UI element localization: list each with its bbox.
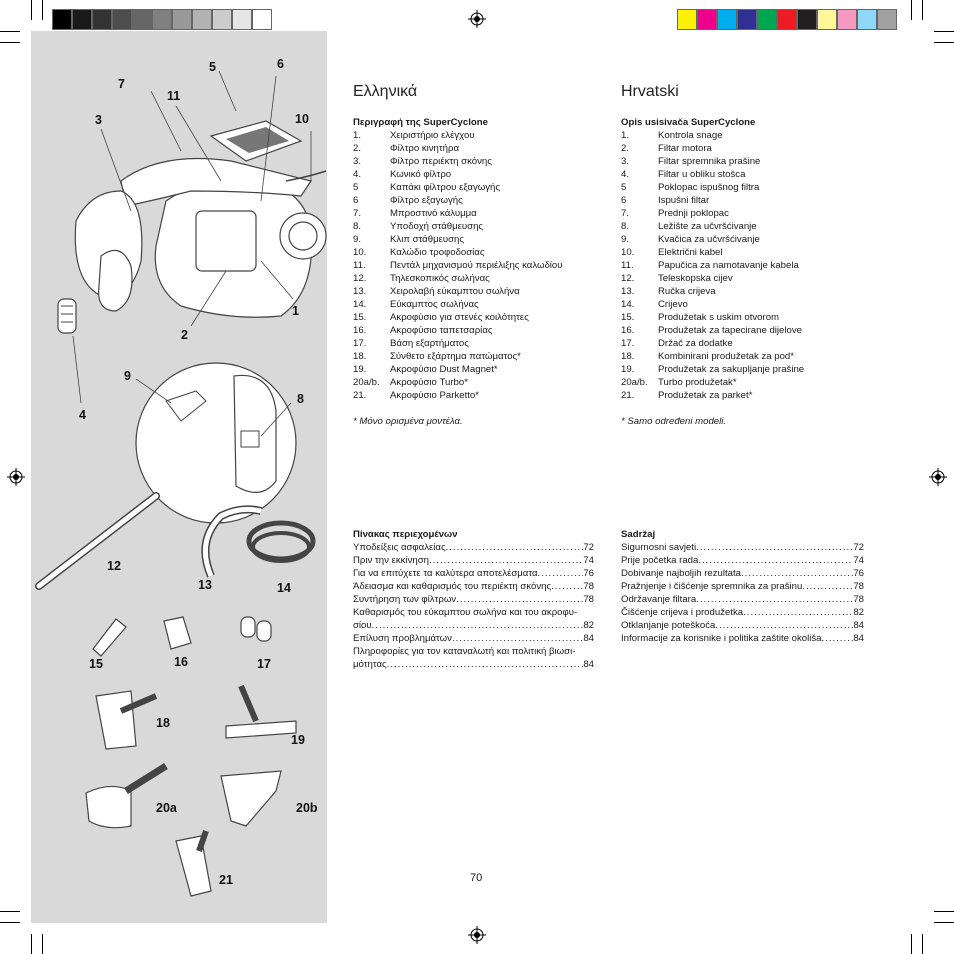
- figure-number: 1: [292, 304, 299, 318]
- color-swatch: [677, 9, 697, 30]
- greek-parts-list: [353, 129, 603, 402]
- list-item: [621, 181, 871, 194]
- toc-page-number: 76: [853, 568, 864, 579]
- greek-table-of-contents: [353, 528, 594, 671]
- toc-label: μότητας: [353, 659, 387, 670]
- list-item: [621, 376, 871, 389]
- greek-heading: Ελληνικά: [353, 83, 418, 100]
- toc-entry: [353, 658, 594, 671]
- toc-leader-dots: [551, 580, 583, 593]
- toc-page-number: 84: [583, 633, 594, 644]
- figure-number: 17: [257, 657, 271, 671]
- list-item: [353, 194, 603, 207]
- item-number: 7.: [621, 208, 630, 219]
- item-number: 10.: [353, 247, 367, 258]
- figure-number: 5: [209, 60, 216, 74]
- toc-page-number: 76: [583, 568, 594, 579]
- list-item: [353, 311, 603, 324]
- greek-parts-section: [353, 82, 603, 428]
- item-label: Χειρολαβή εύκαμπτου σωλήνα: [390, 286, 520, 297]
- toc-leader-dots: [743, 606, 853, 619]
- list-item: [621, 298, 871, 311]
- item-number: 8.: [353, 221, 362, 232]
- list-item: [621, 220, 871, 233]
- list-item: [353, 363, 603, 376]
- item-label: Χειριστήριο ελέγχου: [390, 130, 475, 141]
- item-number: 13.: [353, 286, 367, 297]
- toc-page-number: 78: [583, 594, 594, 605]
- item-number: 5: [621, 182, 627, 193]
- list-item: [353, 246, 603, 259]
- toc-entry: [621, 619, 864, 632]
- item-label: Turbo produžetak*: [658, 377, 737, 388]
- color-swatch: [757, 9, 777, 30]
- list-item: [621, 194, 871, 207]
- list-item: [353, 220, 603, 233]
- item-number: 19.: [621, 364, 635, 375]
- list-item: [621, 259, 871, 272]
- croatian-parts-subtitle: Opis usisivača SuperCyclone: [621, 117, 756, 128]
- item-label: Ακροφύσιο Dust Magnet*: [390, 364, 498, 375]
- registration-mark-icon: [468, 10, 486, 28]
- item-label: Βάση εξαρτήματος: [390, 338, 469, 349]
- item-number: 2.: [353, 143, 362, 154]
- list-item: [621, 389, 871, 402]
- item-label: Φίλτρο περιέκτη σκόνης: [390, 156, 492, 167]
- figure-number: 11: [167, 89, 181, 103]
- grayscale-color-bar: [52, 9, 272, 30]
- list-item: [353, 142, 603, 155]
- vacuum-parts-illustration: [31, 31, 327, 923]
- figure-number: 16: [174, 655, 188, 669]
- item-label: Ležište za učvršćivanje: [658, 221, 757, 232]
- color-swatch: [192, 9, 212, 30]
- toc-label: Άδειασμα και καθαρισμός του περιέκτη σκόνης: [353, 581, 552, 592]
- item-label: Filtar u obliku stošca: [658, 169, 746, 180]
- croatian-parts-list: [621, 129, 871, 402]
- toc-label: σίου: [353, 620, 372, 631]
- list-item: [621, 129, 871, 142]
- color-swatch: [737, 9, 757, 30]
- toc-leader-dots: [741, 567, 853, 580]
- item-number: 5: [353, 182, 359, 193]
- item-label: Teleskopska cijev: [658, 273, 733, 284]
- item-number: 11.: [621, 260, 634, 271]
- list-item: [353, 129, 603, 142]
- item-number: 14.: [621, 299, 635, 310]
- toc-entry: [353, 632, 594, 645]
- list-item: [353, 272, 603, 285]
- item-label: Produžetak za parket*: [658, 390, 753, 401]
- croatian-table-of-contents: [621, 528, 864, 645]
- toc-label: Sigurnosni savjeti: [621, 542, 697, 553]
- toc-label: Υποδείξεις ασφαλείας: [353, 542, 446, 553]
- toc-entry: [353, 580, 594, 593]
- toc-label: Otklanjanje poteškoća: [621, 620, 716, 631]
- figure-number: 6: [277, 57, 284, 71]
- color-swatch: [697, 9, 717, 30]
- color-swatch: [837, 9, 857, 30]
- croatian-footnote: * Samo određeni modeli.: [621, 416, 727, 427]
- item-number: 21.: [353, 390, 367, 401]
- item-number: 6: [621, 195, 627, 206]
- toc-leader-dots: [696, 593, 853, 606]
- figure-number: 4: [79, 408, 86, 422]
- color-swatch: [92, 9, 112, 30]
- toc-label: Επίλυση προβλημάτων: [353, 633, 452, 644]
- page-number: 70: [470, 872, 483, 884]
- item-number: 16.: [353, 325, 367, 336]
- list-item: [621, 337, 871, 350]
- toc-entry: [621, 632, 864, 645]
- list-item: [353, 337, 603, 350]
- list-item: [353, 298, 603, 311]
- toc-entry: [621, 554, 864, 567]
- item-label: Poklopac ispušnog filtra: [658, 182, 760, 193]
- toc-leader-dots: [538, 567, 584, 580]
- toc-label: Informacije za korisnike i politika zaštite okoliša: [621, 633, 822, 644]
- registration-mark-icon: [468, 926, 486, 944]
- figure-number: 8: [297, 392, 304, 406]
- item-number: 4.: [353, 169, 362, 180]
- item-number: 11.: [353, 260, 366, 271]
- list-item: [353, 155, 603, 168]
- list-item: [621, 311, 871, 324]
- greek-toc-title: Πίνακας περιεχομένων: [353, 529, 458, 540]
- list-item: [621, 272, 871, 285]
- item-label: Εύκαμπτος σωλήνας: [390, 299, 479, 310]
- color-swatch: [112, 9, 132, 30]
- toc-label: Πληροφορίες για τον καταναλωτή και πολιτική βιωσι-: [353, 646, 576, 657]
- toc-label: Pražnjenje i čišćenje spremnika za prašinu: [621, 581, 803, 592]
- list-item: [621, 233, 871, 246]
- item-label: Κλιπ στάθμευσης: [390, 234, 465, 245]
- registration-mark-icon: [929, 468, 947, 486]
- item-number: 21.: [621, 390, 635, 401]
- item-number: 17.: [621, 338, 635, 349]
- item-number: 18.: [353, 351, 367, 362]
- toc-page-number: 72: [583, 542, 594, 553]
- item-number: 12.: [621, 273, 635, 284]
- toc-entry: [621, 541, 864, 554]
- item-label: Ακροφύσιο για στενές κοιλότητες: [390, 312, 529, 323]
- item-label: Produžetak za tapecirane dijelove: [658, 325, 802, 336]
- toc-entry: [621, 593, 864, 606]
- item-label: Prednji poklopac: [658, 208, 729, 219]
- greek-parts-subtitle: Περιγραφή της SuperCyclone: [353, 117, 488, 128]
- item-number: 2.: [621, 143, 630, 154]
- color-swatch: [877, 9, 897, 30]
- list-item: [353, 285, 603, 298]
- toc-leader-dots: [372, 619, 584, 632]
- toc-label: Dobivanje najboljih rezultata: [621, 568, 741, 579]
- figure-number: 21: [219, 873, 233, 887]
- toc-entry: [353, 567, 594, 580]
- list-item: [621, 350, 871, 363]
- figure-number: 10: [295, 112, 309, 126]
- item-number: 10.: [621, 247, 635, 258]
- item-label: Ακροφύσιο ταπετσαρίας: [390, 325, 493, 336]
- toc-leader-dots: [387, 658, 584, 671]
- toc-page-number: 84: [853, 620, 864, 631]
- color-swatch: [857, 9, 877, 30]
- list-item: [621, 168, 871, 181]
- list-item: [353, 324, 603, 337]
- item-number: 9.: [353, 234, 362, 245]
- list-item: [353, 233, 603, 246]
- toc-leader-dots: [822, 632, 854, 645]
- item-label: Produžetak za sakupljanje prašine: [658, 364, 805, 375]
- item-label: Držač za dodatke: [658, 338, 733, 349]
- greek-footnote: * Μόνο ορισμένα μοντέλα.: [353, 416, 463, 427]
- item-label: Σύνθετο εξάρτημα πατώματος*: [390, 351, 521, 362]
- item-label: Crijevo: [658, 299, 688, 310]
- list-item: [621, 142, 871, 155]
- registration-mark-icon: [7, 468, 25, 486]
- item-label: Filtar spremnika prašine: [658, 156, 761, 167]
- figure-number: 2: [181, 328, 188, 342]
- item-number: 18.: [621, 351, 635, 362]
- toc-entry: [353, 593, 594, 606]
- item-number: 20a/b.: [621, 377, 648, 388]
- item-label: Električni kabel: [658, 247, 723, 258]
- figure-number: 9: [124, 369, 131, 383]
- color-swatch: [72, 9, 92, 30]
- toc-page-number: 82: [583, 620, 594, 631]
- toc-page-number: 74: [853, 555, 864, 566]
- toc-entry: [353, 554, 594, 567]
- item-label: Τηλεσκοπικός σωλήνας: [390, 273, 490, 284]
- toc-entry: [621, 567, 864, 580]
- toc-leader-dots: [446, 541, 584, 554]
- list-item: [353, 168, 603, 181]
- toc-leader-dots: [429, 554, 583, 567]
- item-number: 3.: [621, 156, 630, 167]
- item-label: Ακροφύσιο Parketto*: [390, 390, 479, 401]
- figure-number: 18: [156, 716, 170, 730]
- toc-entry: [621, 606, 864, 619]
- item-label: Κωνικό φίλτρο: [390, 169, 452, 180]
- color-swatch: [797, 9, 817, 30]
- item-number: 9.: [621, 234, 630, 245]
- list-item: [353, 181, 603, 194]
- list-item: [621, 246, 871, 259]
- list-item: [353, 259, 603, 272]
- toc-leader-dots: [802, 580, 853, 593]
- figure-number: 20b: [296, 801, 318, 815]
- item-number: 1.: [621, 130, 630, 141]
- item-number: 1.: [353, 130, 362, 141]
- list-item: [621, 207, 871, 220]
- toc-entry: [353, 541, 594, 554]
- figure-number: 19: [291, 733, 305, 747]
- toc-page-number: 74: [583, 555, 594, 566]
- croatian-parts-section: [621, 82, 871, 428]
- color-swatch: [212, 9, 232, 30]
- list-item: [353, 207, 603, 220]
- toc-leader-dots: [456, 593, 583, 606]
- figure-number: 13: [198, 578, 212, 592]
- item-number: 17.: [353, 338, 367, 349]
- toc-page-number: 84: [583, 659, 594, 670]
- toc-leader-dots: [715, 619, 853, 632]
- color-swatch: [252, 9, 272, 30]
- figure-number: 7: [118, 77, 125, 91]
- toc-leader-dots: [698, 554, 853, 567]
- toc-page-number: 82: [853, 607, 864, 618]
- color-swatch: [717, 9, 737, 30]
- figure-number: 15: [89, 657, 103, 671]
- toc-page-number: 78: [583, 581, 594, 592]
- item-number: 14.: [353, 299, 367, 310]
- list-item: [353, 350, 603, 363]
- color-swatch: [232, 9, 252, 30]
- item-number: 19.: [353, 364, 367, 375]
- color-swatch: [817, 9, 837, 30]
- toc-page-number: 78: [853, 594, 864, 605]
- item-label: Καπάκι φίλτρου εξαγωγής: [390, 182, 500, 193]
- illustration-panel: [31, 31, 327, 923]
- color-swatch: [52, 9, 72, 30]
- color-swatch: [777, 9, 797, 30]
- toc-label: Održavanje filtara: [621, 594, 697, 605]
- toc-leader-dots: [452, 632, 583, 645]
- item-label: Kontrola snage: [658, 130, 723, 141]
- list-item: [621, 363, 871, 376]
- toc-label: Καθαρισμός του εύκαμπτου σωλήνα και του ακροφυ-: [353, 607, 578, 618]
- item-number: 4.: [621, 169, 630, 180]
- item-label: Καλώδιο τροφοδοσίας: [390, 247, 485, 258]
- list-item: [353, 389, 603, 402]
- item-label: Φίλτρο εξαγωγής: [390, 195, 463, 206]
- item-label: Kvačica za učvršćivanje: [658, 234, 760, 245]
- toc-entry: [353, 645, 594, 658]
- toc-entry: [353, 619, 594, 632]
- color-swatch: [152, 9, 172, 30]
- item-number: 7.: [353, 208, 362, 219]
- toc-label: Čišćenje crijeva i produžetka: [621, 607, 744, 618]
- item-label: Ακροφύσιο Turbo*: [390, 377, 468, 388]
- item-number: 3.: [353, 156, 362, 167]
- list-item: [621, 285, 871, 298]
- croatian-toc-title: Sadržaj: [621, 529, 656, 540]
- toc-page-number: 84: [853, 633, 864, 644]
- list-item: [353, 376, 603, 389]
- item-label: Πεντάλ μηχανισμού περιέλιξης καλωδίου: [390, 260, 563, 271]
- item-number: 12.: [353, 273, 367, 284]
- figure-number: 20a: [156, 801, 177, 815]
- list-item: [621, 155, 871, 168]
- toc-entry: [353, 606, 594, 619]
- toc-label: Συντήρηση των φίλτρων: [353, 594, 457, 605]
- item-number: 6: [353, 195, 359, 206]
- item-label: Ispušni filtar: [658, 195, 710, 206]
- figure-number: 14: [277, 581, 291, 595]
- croatian-heading: Hrvatski: [621, 83, 679, 100]
- item-number: 15.: [621, 312, 635, 323]
- item-label: Φίλτρο κινητήρα: [390, 143, 460, 154]
- figure-number: 3: [95, 113, 102, 127]
- item-label: Ručka crijeva: [658, 286, 716, 297]
- process-color-bar: [677, 9, 897, 30]
- toc-page-number: 78: [853, 581, 864, 592]
- item-label: Produžetak s uskim otvorom: [658, 312, 780, 323]
- item-label: Papučica za namotavanje kabela: [658, 260, 799, 271]
- item-label: Kombinirani produžetak za pod*: [658, 351, 794, 362]
- item-number: 13.: [621, 286, 635, 297]
- item-number: 16.: [621, 325, 635, 336]
- item-number: 20a/b.: [353, 377, 380, 388]
- toc-entry: [621, 580, 864, 593]
- color-swatch: [132, 9, 152, 30]
- item-label: Filtar motora: [658, 143, 712, 154]
- item-number: 8.: [621, 221, 630, 232]
- list-item: [621, 324, 871, 337]
- item-label: Μπροστινό κάλυμμα: [390, 208, 477, 219]
- item-number: 15.: [353, 312, 367, 323]
- color-swatch: [172, 9, 192, 30]
- toc-page-number: 72: [853, 542, 864, 553]
- toc-label: Για να επιτύχετε τα καλύτερα αποτελέσματα: [353, 568, 538, 579]
- toc-label: Prije početka rada: [621, 555, 699, 566]
- toc-leader-dots: [696, 541, 853, 554]
- figure-number: 12: [107, 559, 121, 573]
- toc-label: Πριν την εκκίνηση: [353, 555, 429, 566]
- item-label: Υποδοχή στάθμευσης: [390, 221, 484, 232]
